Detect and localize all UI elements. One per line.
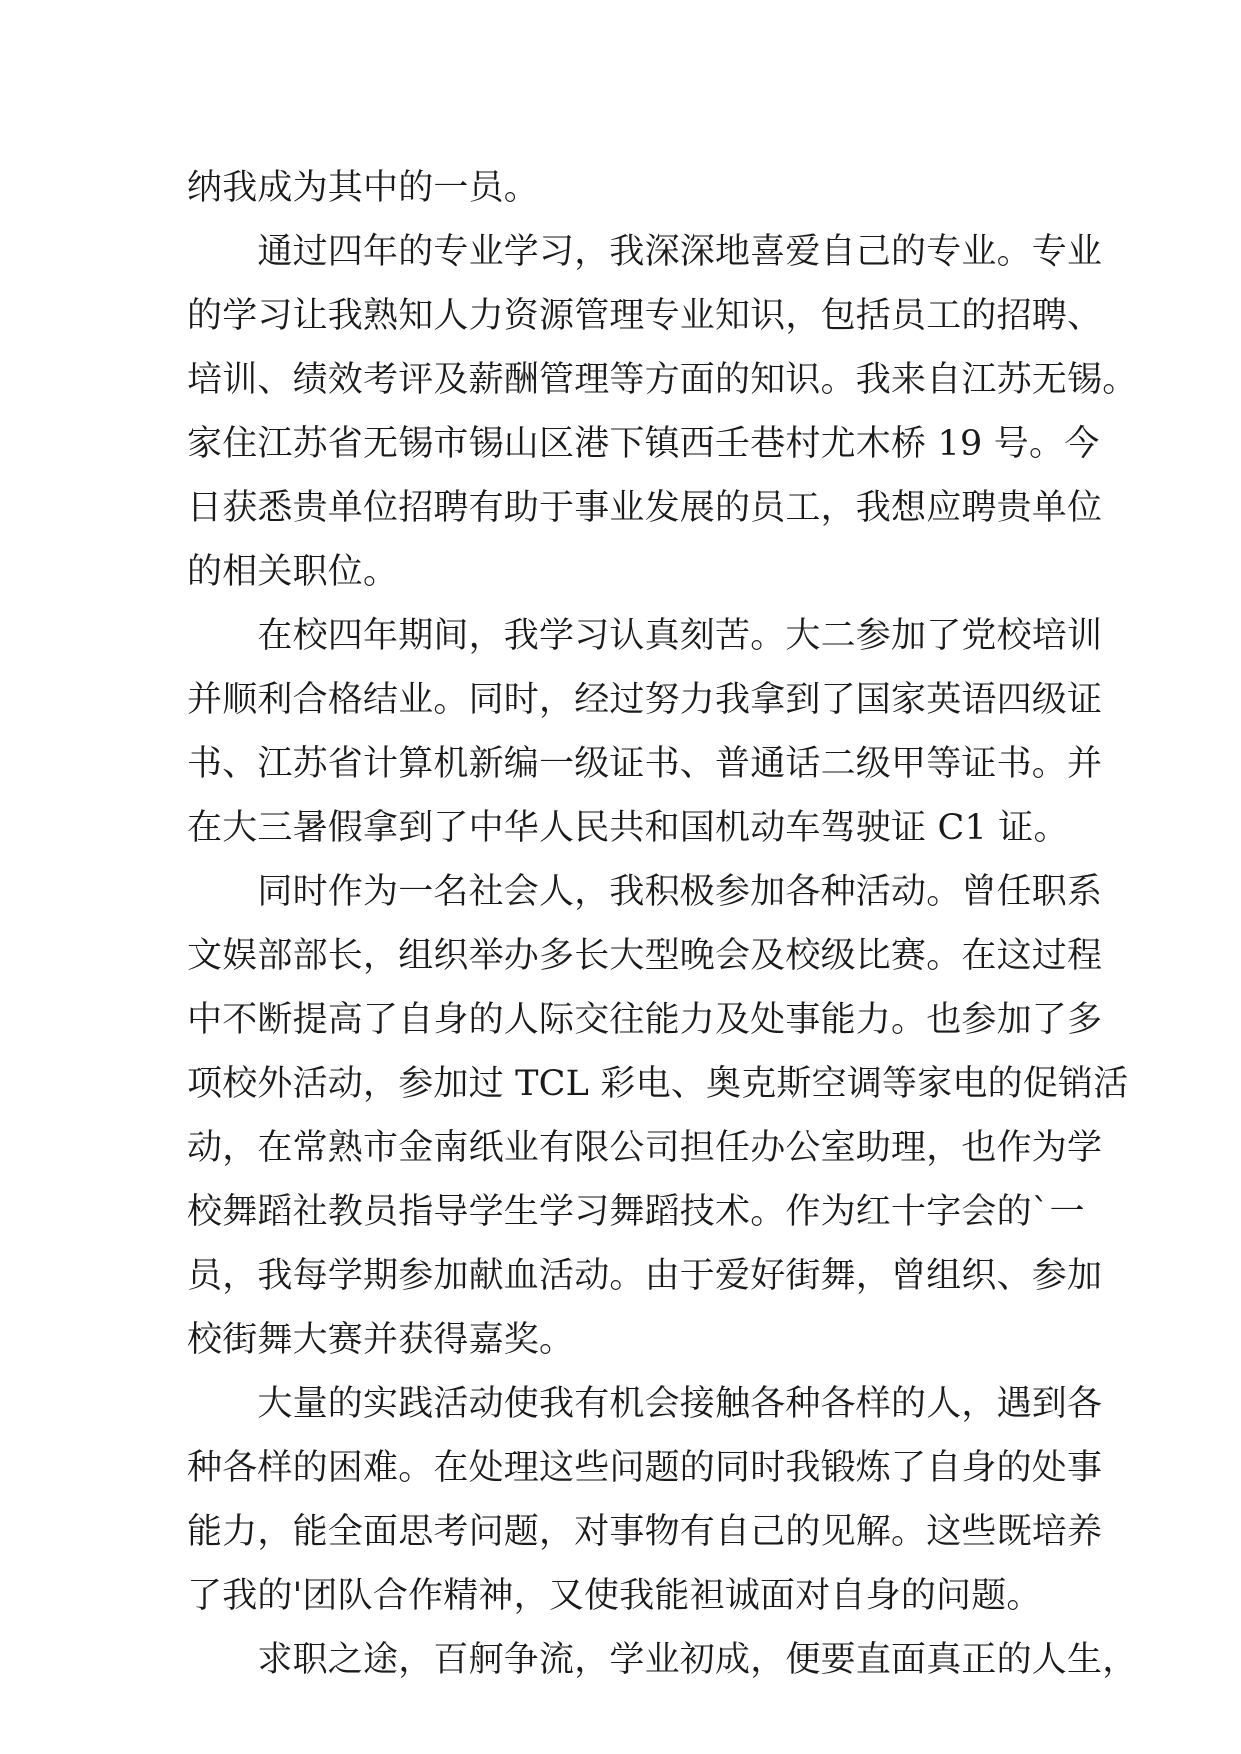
text-line: 求职之途，百舸争流，学业初成，便要直面真正的人生， xyxy=(187,1640,1138,1680)
text-line: 项校外活动，参加过 TCL 彩电、奥克斯空调等家电的促销活 xyxy=(187,1064,1129,1104)
body-text xyxy=(187,156,1138,1692)
text-line: 培训、绩效考评及薪酬管理等方面的知识。我来自江苏无锡。 xyxy=(187,360,1138,400)
text-line: 中不断提高了自身的人际交往能力及处事能力。也参加了多 xyxy=(187,1000,1103,1040)
text-line: 种各样的困难。在处理这些问题的同时我锻炼了自身的处事 xyxy=(187,1448,1103,1488)
text-line: 在大三暑假拿到了中华人民共和国机动车驾驶证 C1 证。 xyxy=(187,808,1069,848)
text-line: 校街舞大赛并获得嘉奖。 xyxy=(187,1320,575,1360)
text-line: 大量的实践活动使我有机会接触各种各样的人，遇到各 xyxy=(187,1384,1103,1424)
text-line: 校舞蹈社教员指导学生学习舞蹈技术。作为红十字会的`一 xyxy=(187,1192,1085,1232)
text-line: 了我的'团队合作精神，又使我能袒诚面对自身的问题。 xyxy=(187,1576,1042,1616)
text-line: 并顺利合格结业。同时，经过努力我拿到了国家英语四级证 xyxy=(187,680,1103,720)
text-line: 在校四年期间，我学习认真刻苦。大二参加了党校培训 xyxy=(187,616,1103,656)
text-line: 文娱部部长，组织举办多长大型晚会及校级比赛。在这过程 xyxy=(187,936,1103,976)
text-line: 通过四年的专业学习，我深深地喜爱自己的专业。专业 xyxy=(187,232,1103,272)
text-line: 的相关职位。 xyxy=(187,552,399,592)
text-line: 纳我成为其中的一员。 xyxy=(187,168,540,208)
text-line: 家住江苏省无锡市锡山区港下镇西壬巷村尤木桥 19 号。今 xyxy=(187,424,1100,464)
text-line: 书、江苏省计算机新编一级证书、普通话二级甲等证书。并 xyxy=(187,744,1103,784)
text-line: 同时作为一名社会人，我积极参加各种活动。曾任职系 xyxy=(187,872,1103,912)
text-line: 员，我每学期参加献血活动。由于爱好街舞，曾组织、参加 xyxy=(187,1256,1103,1296)
text-line: 的学习让我熟知人力资源管理专业知识，包括员工的招聘、 xyxy=(187,296,1103,336)
text-line: 能力，能全面思考问题，对事物有自己的见解。这些既培养 xyxy=(187,1512,1103,1552)
text-line: 日获悉贵单位招聘有助于事业发展的员工，我想应聘贵单位 xyxy=(187,488,1103,528)
text-line: 动，在常熟市金南纸业有限公司担任办公室助理，也作为学 xyxy=(187,1128,1103,1168)
